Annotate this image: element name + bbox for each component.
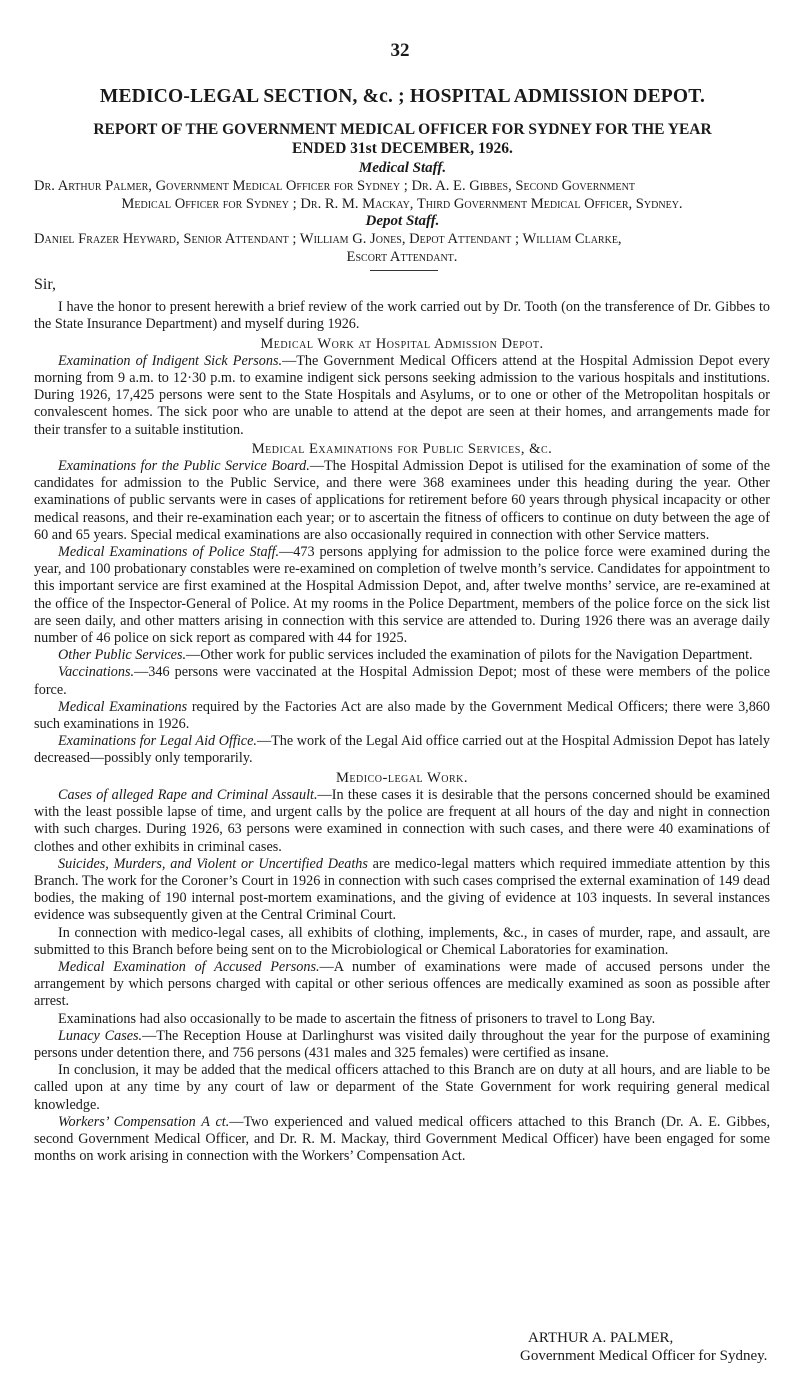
section-paragraph	[34, 787, 770, 856]
depot-staff-heading: Depot Staff.	[365, 213, 440, 229]
section-paragraph	[34, 959, 770, 1011]
medical-staff-heading: Medical Staff.	[358, 160, 447, 176]
section-paragraph	[34, 458, 770, 544]
section-paragraph	[34, 664, 770, 698]
paragraph-title: Medical Examination of Accused Persons.	[58, 958, 320, 975]
paragraph-text: are medico-legal matters which required immediate attention by this Branch. The work for the Coroner’s Court in 1926 in connection with such cases comprised the external examination of 149 dead bodies, the making of 190 internal post-mortem examinations, and the giving of evidence at 103 inquests. In several instances evidence was subsequently given at the Central Criminal Court.	[34, 855, 770, 924]
paragraph-title: Cases of alleged Rape and Criminal Assault.	[58, 786, 318, 803]
paragraph-text: —The Government Medical Officers attend at the Hospital Admission Depot every morning from 9 a.m. to 12·30 p.m. to examine indigent sick persons seeking admission to the various hospitals and institutions. During 1926, 17,425 persons were sent to the State Hospitals and Asylums, or to one or other of the Metropolitan hospitals or convalescent homes. The sick poor who are unable to attend at the depot are seen at their homes, and arrangements made for their transfer to a suitable institution.	[34, 352, 770, 438]
depot-staff-line-1: Daniel Frazer Heyward, Senior Attendant ; William G. Jones, Depot Attendant ; William Clarke,	[34, 231, 622, 247]
section-paragraph	[34, 856, 770, 925]
section-paragraph	[34, 733, 770, 767]
depot-staff-line-2: Escort Attendant.	[346, 249, 458, 265]
section-paragraph	[34, 699, 770, 733]
paragraph-text: required by the Factories Act are also made by the Government Medical Officers; there were 3,860 such examinations in 1926.	[34, 698, 770, 733]
section-paragraph	[34, 1114, 770, 1166]
paragraph-text: In connection with medico-legal cases, all exhibits of clothing, implements, &c., in cases of murder, rape, and assault, are submitted to this Branch before being sent on to the Microbiological or Chemical Laboratories for examination.	[34, 924, 770, 958]
paragraph-title: Examinations for Legal Aid Office.	[58, 733, 257, 750]
medical-staff-line-1: Dr. Arthur Palmer, Government Medical Officer for Sydney ; Dr. A. E. Gibbes, Second Government	[34, 178, 635, 194]
paragraph-title: Examinations for the Public Service Board.	[58, 458, 310, 475]
section-heading: Medical Examinations for Public Services, &c.	[251, 440, 553, 457]
section-paragraph	[34, 1011, 770, 1028]
paragraph-title: Medical Examinations	[58, 698, 188, 715]
paragraph-text: —Two experienced and valued medical officers attached to this Branch (Dr. A. E. Gibbes, second Government Medical Officer, and Dr. R. M. Mackay, third Government Medical Officer) have been engaged for some months on work arising in connection with the Workers’ Compensation Act.	[34, 1113, 770, 1165]
signature-title: Government Medical Officer for Sydney.	[520, 1348, 768, 1364]
paragraph-title: Medical Examinations of Police Staff.	[58, 544, 280, 561]
paragraph-text: Examinations had also occasionally to be made to ascertain the fitness of prisoners to travel to Long Bay.	[58, 1010, 656, 1027]
page-title: MEDICO-LEGAL SECTION, &c. ; HOSPITAL ADMISSION DEPOT.	[99, 86, 706, 107]
divider-rule	[370, 270, 438, 271]
signature-name: ARTHUR A. PALMER,	[528, 1330, 674, 1346]
paragraph-text: In conclusion, it may be added that the medical officers attached to this Branch are on duty at all hours, and are liable to be called upon at any time by any court of law or deparment of the State Government for work requiring general medical knowledge.	[34, 1062, 770, 1113]
subtitle-line-2: ENDED 31st DECEMBER, 1926.	[292, 140, 513, 157]
subtitle-line-1: REPORT OF THE GOVERNMENT MEDICAL OFFICER FOR SYDNEY FOR THE YEAR	[93, 121, 712, 138]
paragraph-text: —473 persons applying for admission to the police force were examined during the year, and 100 probationary constables were re-examined on completion of twelve month’s service. Candidates for appointment to this important service are first examined at the Hospital Admission Depot, and, after twelve months’ service, are re-examined at the office of the Inspector-General of Police. At my rooms in the Police Department, members of the police force on the sick list are seen daily, and other matters arising in connection with this service are attended to. During 1926 there was an average daily number of 46 police on sick report as compared with 44 for 1925.	[34, 544, 770, 647]
section-paragraph	[34, 647, 770, 664]
intro-paragraph: I have the honor to present herewith a brief review of the work carried out by Dr. Tooth (on the transference of Dr. Gibbes to the State Insurance Department) and myself during 1926.	[34, 299, 770, 333]
section-paragraph	[34, 544, 770, 647]
paragraph-title: Suicides, Murders, and Violent or Uncertified Deaths	[58, 855, 368, 872]
paragraph-text: —A number of examinations were made of accused persons under the arrangement by which persons charged with capital or other serious offences are medically examined as soon as possible after arrest.	[34, 958, 770, 1010]
section-paragraph	[34, 353, 770, 439]
paragraph-text: —The Reception House at Darlinghurst was visited daily throughout the year for the purpose of examining persons under detention there, and 756 persons (431 males and 325 females) were certified as insane.	[34, 1027, 770, 1061]
section-heading: Medical Work at Hospital Admission Depot.	[260, 335, 544, 352]
paragraph-title: Workers’ Compensation A ct.	[58, 1113, 230, 1130]
paragraph-text: —The work of the Legal Aid office carried out at the Hospital Admission Depot has lately decreased—possibly only temporarily.	[34, 733, 770, 767]
report-sections	[34, 336, 770, 1166]
paragraph-text: —346 persons were vaccinated at the Hospital Admission Depot; most of these were members of the police force.	[34, 664, 770, 698]
paragraph-title: Vaccinations.	[58, 664, 135, 681]
salutation: Sir,	[34, 276, 57, 293]
paragraph-text: —Other work for public services included the examination of pilots for the Navigation Department.	[186, 647, 753, 664]
medical-staff-list	[34, 177, 770, 213]
paragraph-title: Other Public Services.	[58, 647, 187, 664]
signature-block	[520, 1329, 780, 1365]
paragraph-text: —The Hospital Admission Depot is utilised for the examination of some of the candidates for admission to the Public Service, and there were 368 examinees under this heading during the year. Other examinations of public servants were in cases of applications for retirement before 60 years through physical incapacity or other medical reasons, and their re-examination each year; or to ascertain the fitness of officers to continue on duty between the age of 60 and 65 years. Special medical examinations are also occasionally required in connection with other Service matters.	[34, 458, 771, 543]
medical-staff-line-2: Medical Officer for Sydney ; Dr. R. M. Mackay, Third Government Medical Officer, Sydney.	[121, 196, 683, 212]
paragraph-text: —In these cases it is desirable that the persons concerned should be examined with the least possible lapse of time, and urgent calls by the police are frequent at all hours of the day and night in connection with such charges. During 1926, 63 persons were examined in connection with such cases, and there were 40 examinations of clothes and other exhibits in criminal cases.	[34, 786, 771, 855]
section-paragraph	[34, 925, 770, 959]
paragraph-title: Examination of Indigent Sick Persons.	[58, 352, 283, 369]
section-heading: Medico-legal Work.	[335, 769, 469, 786]
report-body	[34, 276, 770, 1165]
report-subtitle	[40, 120, 765, 158]
paragraph-title: Lunacy Cases.	[58, 1027, 143, 1044]
depot-staff-list	[34, 230, 770, 266]
page-number: 32	[390, 40, 410, 61]
section-paragraph	[34, 1028, 770, 1062]
section-paragraph	[34, 1062, 770, 1114]
